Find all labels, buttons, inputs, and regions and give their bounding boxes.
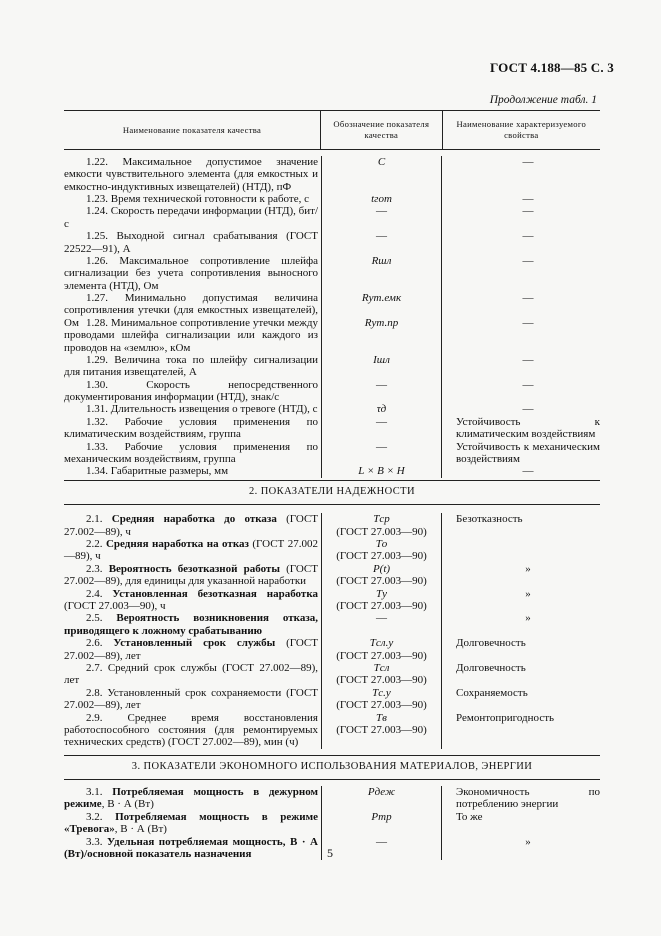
row-number: 1.28. bbox=[86, 316, 108, 329]
row-symbol bbox=[322, 612, 441, 637]
row-name bbox=[64, 662, 318, 687]
row-property bbox=[456, 230, 600, 255]
row-name bbox=[64, 637, 318, 662]
row-number: 1.22. bbox=[86, 156, 108, 168]
property-value: — bbox=[522, 403, 534, 416]
row-property bbox=[456, 786, 600, 811]
table-header-row bbox=[64, 110, 600, 150]
symbol-value: — bbox=[376, 835, 387, 848]
row-number: 1.23. bbox=[86, 193, 108, 205]
row-name-text: Габаритные размеры, мм bbox=[110, 465, 229, 478]
symbol-value: Tсл.у bbox=[369, 637, 394, 650]
row-property bbox=[456, 588, 600, 613]
row-symbol bbox=[322, 836, 441, 861]
space bbox=[108, 230, 117, 242]
symbol-value: Tо bbox=[375, 537, 388, 550]
symbol-value: Rут.емк bbox=[361, 291, 402, 304]
row-name bbox=[64, 193, 318, 205]
row-name-text: Выходной сигнал срабатывания (ГОСТ 22522—91), А bbox=[64, 230, 318, 255]
row-symbol bbox=[322, 712, 441, 749]
row-name-text: Максимальное сопротивление шлейфа сигнализации без учета сопротивления выносного элемента (НТД), Ом bbox=[64, 254, 318, 292]
symbol-gost: (ГОСТ 27.003—90) bbox=[336, 649, 427, 662]
row-name-bold: Установленный срок службы bbox=[113, 637, 276, 650]
space bbox=[103, 588, 113, 600]
row-name bbox=[64, 465, 318, 477]
property-value: — bbox=[522, 353, 534, 366]
row-name-bold: Средняя наработка до отказа bbox=[111, 513, 277, 526]
row-number: 2.9. bbox=[86, 711, 103, 724]
row-property bbox=[456, 811, 600, 836]
row-number: 1.34. bbox=[86, 465, 108, 478]
symbol-value: — bbox=[376, 378, 387, 391]
property-value: » bbox=[525, 587, 531, 600]
row-property bbox=[456, 292, 600, 317]
row-name bbox=[64, 538, 318, 563]
symbol-gost: (ГОСТ 27.003—90) bbox=[336, 575, 427, 588]
symbol-value: — bbox=[376, 205, 387, 218]
row-property bbox=[456, 662, 600, 687]
row-symbol bbox=[322, 513, 441, 538]
row-number: 2.4. bbox=[86, 587, 103, 600]
row-symbol bbox=[322, 156, 441, 193]
row-number: 2.5. bbox=[86, 612, 103, 625]
row-symbol bbox=[322, 205, 441, 230]
row-property bbox=[456, 193, 600, 205]
row-name bbox=[64, 317, 318, 354]
row-property bbox=[456, 354, 600, 379]
symbol-value: Rшл bbox=[371, 254, 392, 267]
space bbox=[108, 156, 122, 168]
row-number: 1.30. bbox=[86, 378, 108, 391]
row-name bbox=[64, 811, 318, 836]
row-name bbox=[64, 687, 318, 712]
row-name bbox=[64, 416, 318, 441]
row-number: 1.29. bbox=[86, 353, 108, 366]
symbol-value: P(t) bbox=[372, 562, 391, 575]
property-value: То же bbox=[456, 810, 483, 823]
row-property bbox=[456, 465, 600, 477]
row-symbol bbox=[322, 811, 441, 836]
row-name-bold: Средняя наработка на отказ bbox=[105, 537, 249, 550]
row-number: 1.27. bbox=[86, 291, 108, 304]
row-name bbox=[64, 712, 318, 749]
row-name-text: Скорость непосредственного документирования информации (НТД), знак/с bbox=[64, 378, 318, 403]
row-name-text: Минимальное сопротивление утечки между проводами шлейфа сигнализации или каждого из проводов на «землю», кОм bbox=[64, 316, 319, 354]
row-symbol bbox=[322, 403, 441, 415]
header-indicator-name: Наименование показателя качества bbox=[122, 124, 262, 135]
symbol-gost: (ГОСТ 27.003—90) bbox=[336, 674, 427, 687]
row-name-text: Среднее время восстановления работоспособного состояния (для ремонтируемых технических средств) (ГОСТ 27.002—89), мин (ч) bbox=[64, 711, 318, 749]
property-value: — bbox=[522, 316, 534, 329]
space bbox=[103, 637, 114, 649]
row-number: 1.26. bbox=[86, 254, 108, 267]
property-value: — bbox=[522, 254, 534, 267]
property-value: — bbox=[522, 156, 534, 168]
row-name-bold: Вероятность возникновения отказа, приводящего к ложному срабатыванию bbox=[64, 612, 318, 637]
row-name-text: Скорость передачи информации (НТД), бит/с bbox=[64, 205, 318, 230]
space bbox=[103, 513, 112, 525]
space bbox=[103, 811, 116, 823]
row-number: 2.3. bbox=[86, 562, 103, 575]
space bbox=[108, 379, 146, 391]
property-value: — bbox=[522, 230, 534, 243]
row-symbol bbox=[322, 465, 441, 477]
row-property bbox=[456, 205, 600, 230]
row-number: 1.24. bbox=[86, 205, 108, 218]
section2-title: 2. ПОКАЗАТЕЛИ НАДЕЖНОСТИ bbox=[64, 480, 600, 505]
symbol-gost: (ГОСТ 27.003—90) bbox=[336, 599, 427, 612]
table-continuation-label: Продолжение табл. 1 bbox=[489, 94, 597, 106]
row-symbol bbox=[322, 538, 441, 563]
property-value: Экономичность по потреблению энергии bbox=[456, 785, 600, 811]
section2-rows bbox=[64, 505, 600, 748]
row-name-bold: Установленная безотказная наработка bbox=[112, 587, 318, 600]
row-symbol bbox=[322, 441, 441, 466]
space bbox=[103, 612, 117, 624]
row-number: 3.2. bbox=[86, 810, 103, 823]
symbol-gost: (ГОСТ 27.003—90) bbox=[336, 525, 427, 538]
row-name bbox=[64, 441, 318, 466]
row-name-text: Минимально допустимая величина сопротивления утечки (для емкостных извещателей), Ом bbox=[64, 291, 318, 329]
row-number: 1.32. bbox=[86, 415, 108, 428]
row-symbol bbox=[322, 354, 441, 379]
symbol-value: Pтр bbox=[371, 810, 392, 823]
row-number: 1.25. bbox=[86, 230, 108, 243]
row-name bbox=[64, 255, 318, 292]
section3-title: 3. ПОКАЗАТЕЛИ ЭКОНОМНОГО ИСПОЛЬЗОВАНИЯ МАТЕРИАЛОВ, ЭНЕРГИИ bbox=[64, 755, 600, 780]
row-symbol bbox=[322, 193, 441, 205]
row-property bbox=[456, 416, 600, 441]
space bbox=[103, 786, 113, 798]
row-name bbox=[64, 354, 318, 379]
row-name bbox=[64, 786, 318, 811]
property-value: — bbox=[522, 205, 534, 218]
row-name bbox=[64, 513, 318, 538]
symbol-value: — bbox=[376, 230, 387, 243]
symbol-value: Pдеж bbox=[367, 785, 396, 798]
row-number: 2.2. bbox=[86, 537, 103, 550]
space bbox=[108, 416, 125, 428]
row-name-bold: Вероятность безотказной работы bbox=[108, 562, 280, 575]
property-value: » bbox=[525, 562, 531, 575]
space bbox=[103, 712, 128, 724]
symbol-gost: (ГОСТ 27.003—90) bbox=[336, 699, 427, 712]
row-property bbox=[456, 836, 600, 861]
symbol-value: Iшл bbox=[373, 353, 390, 366]
row-property bbox=[456, 255, 600, 292]
row-name-text: (ГОСТ 27.002—89), ч bbox=[64, 537, 318, 563]
space bbox=[108, 292, 125, 304]
row-name bbox=[64, 588, 318, 613]
row-property bbox=[456, 538, 600, 563]
row-property bbox=[456, 637, 600, 662]
row-property bbox=[456, 403, 600, 415]
property-value: — bbox=[522, 193, 534, 205]
page-number: 5 bbox=[327, 846, 333, 860]
row-number: 1.33. bbox=[86, 440, 108, 453]
row-name bbox=[64, 612, 318, 637]
row-symbol bbox=[322, 230, 441, 255]
symbol-value: C bbox=[377, 156, 386, 168]
property-value: Устойчивость к механическим воздействиям bbox=[456, 440, 600, 465]
row-property bbox=[456, 379, 600, 404]
symbol-value: L × B × H bbox=[358, 465, 405, 478]
row-symbol bbox=[322, 416, 441, 441]
property-value: Долговечность bbox=[456, 661, 526, 674]
property-value: Сохраняемость bbox=[456, 686, 528, 699]
header-property-name: Наименование характеризуемого свойства bbox=[456, 119, 587, 140]
symbol-value: — bbox=[376, 612, 387, 625]
space bbox=[108, 441, 125, 453]
header-indicator-symbol: Обозначение показателя качества bbox=[320, 111, 443, 149]
property-value: — bbox=[522, 378, 534, 391]
row-name bbox=[64, 156, 318, 193]
property-value: Долговечность bbox=[456, 637, 526, 650]
row-number: 2.8. bbox=[86, 686, 103, 699]
symbol-value: τд bbox=[376, 403, 387, 416]
row-symbol bbox=[322, 379, 441, 404]
row-property bbox=[456, 513, 600, 538]
row-name-text: Максимальное допустимое значение емкости чувствительного элемента (для емкостных и емкостно-индуктивных извещателей) (НТД), пФ bbox=[64, 156, 319, 193]
row-property bbox=[456, 441, 600, 466]
row-symbol bbox=[322, 662, 441, 687]
row-symbol bbox=[322, 786, 441, 811]
row-name bbox=[64, 379, 318, 404]
row-name bbox=[64, 205, 318, 230]
row-property bbox=[456, 687, 600, 712]
row-name bbox=[64, 836, 318, 861]
property-value: » bbox=[525, 835, 531, 848]
row-name bbox=[64, 230, 318, 255]
row-number: 3.3. bbox=[86, 835, 103, 848]
row-name bbox=[64, 563, 318, 588]
space bbox=[108, 255, 119, 267]
row-symbol bbox=[322, 687, 441, 712]
symbol-value: Tу bbox=[376, 587, 387, 600]
row-number: 2.6. bbox=[86, 637, 103, 650]
row-symbol bbox=[322, 637, 441, 662]
symbol-gost: (ГОСТ 27.003—90) bbox=[336, 550, 427, 563]
property-value: » bbox=[525, 612, 531, 625]
row-property bbox=[456, 317, 600, 354]
row-property bbox=[456, 712, 600, 749]
row-name-text: Величина тока по шлейфу сигнализации для питания извещателей, А bbox=[64, 353, 319, 379]
row-number: 3.1. bbox=[86, 785, 103, 798]
property-value: Безотказность bbox=[456, 513, 523, 526]
document-header: ГОСТ 4.188—85 С. 3 bbox=[489, 60, 614, 75]
symbol-value: Tсл bbox=[373, 661, 390, 674]
row-name-text: (ГОСТ 27.003—90), ч bbox=[64, 599, 166, 612]
row-name-bold: Потребляемая мощность в дежурном режиме bbox=[64, 785, 319, 811]
symbol-value: Rут.пр bbox=[364, 316, 399, 329]
property-value: — bbox=[522, 291, 534, 304]
row-name-text: Длительность извещения о тревоге (НТД), с bbox=[110, 403, 318, 416]
row-number: 1.31. bbox=[86, 403, 108, 416]
row-number: 2.7. bbox=[86, 661, 103, 674]
row-name-text: Рабочие условия применения по климатическим воздействиям, группа bbox=[64, 415, 319, 441]
row-name-text: Рабочие условия применения по механическим воздействиям, группа bbox=[64, 440, 319, 465]
row-property bbox=[456, 612, 600, 637]
row-name-bold: Удельная потребляемая мощность, В · А (Вт)/основной показатель назначения bbox=[64, 835, 319, 860]
row-name-text: Установленный срок сохраняемости (ГОСТ 27.002—89), лет bbox=[64, 686, 318, 712]
row-number: 2.1. bbox=[86, 513, 103, 526]
symbol-value: Tср bbox=[373, 513, 390, 526]
symbol-value: Tс.у bbox=[372, 686, 391, 699]
row-name-text: (ГОСТ 27.002—89), лет bbox=[64, 637, 318, 662]
row-symbol bbox=[322, 563, 441, 588]
row-name-text: Время технической готовности к работе, с bbox=[110, 193, 309, 205]
symbol-value: — bbox=[376, 415, 387, 428]
property-value: Ремонтопригодность bbox=[456, 711, 555, 724]
quality-indicators-table bbox=[64, 110, 600, 860]
row-name-bold: Потребляемая мощность в режиме «Тревога» bbox=[64, 810, 318, 836]
symbol-gost: (ГОСТ 27.003—90) bbox=[336, 723, 427, 736]
section1-rows bbox=[64, 150, 600, 478]
row-symbol bbox=[322, 317, 441, 354]
row-name-text: Средний срок службы (ГОСТ 27.002—89), лет bbox=[64, 661, 318, 687]
row-name-text: , В · А (Вт) bbox=[114, 823, 167, 836]
symbol-value: — bbox=[376, 440, 387, 453]
row-symbol bbox=[322, 588, 441, 613]
row-symbol bbox=[322, 292, 441, 317]
property-value: — bbox=[522, 465, 534, 478]
row-symbol bbox=[322, 255, 441, 292]
row-name-text: , В · А (Вт) bbox=[101, 798, 154, 811]
property-value: Устойчивость к климатическим воздействиям bbox=[456, 415, 600, 441]
row-name-text: (ГОСТ 27.002—89), для единицы для указанной наработки bbox=[64, 562, 318, 588]
row-property bbox=[456, 156, 600, 193]
row-name-text: (ГОСТ 27.002—89), ч bbox=[64, 513, 319, 538]
symbol-value: Tв bbox=[376, 711, 387, 724]
row-property bbox=[456, 563, 600, 588]
symbol-value: tгот bbox=[371, 193, 392, 205]
row-name bbox=[64, 403, 318, 415]
